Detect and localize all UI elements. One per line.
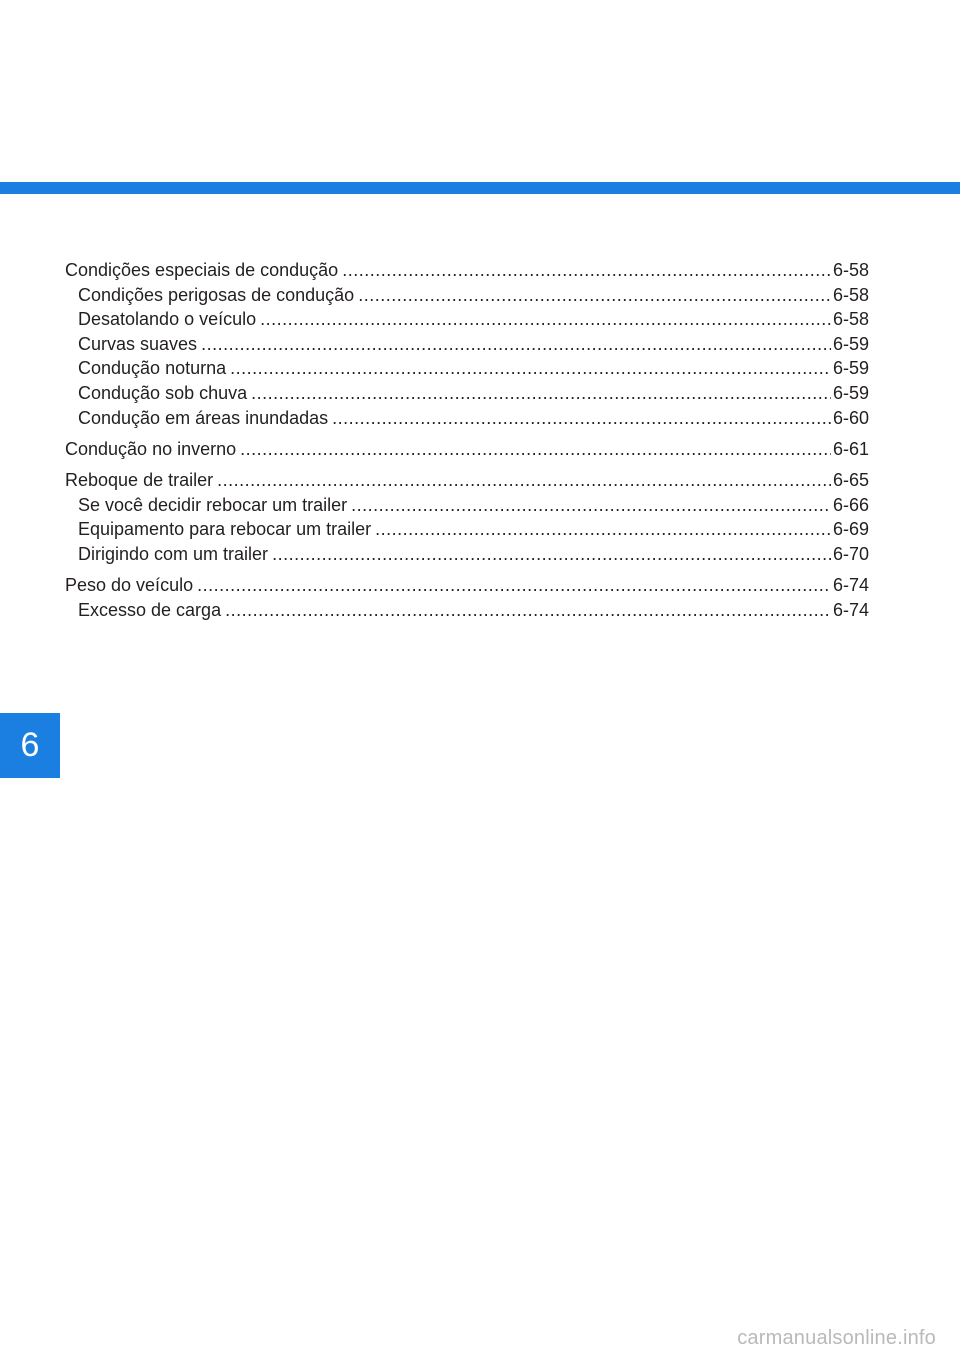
toc-entry-title: Dirigindo com um trailer <box>78 543 269 564</box>
toc-entry-desatolando[interactable] <box>65 307 869 332</box>
toc-entry-title: Condução no inverno <box>65 438 237 459</box>
footer-watermark: carmanualsonline.info <box>737 1327 936 1349</box>
toc-leader-dots <box>201 332 831 357</box>
toc-entry-dirigindo-trailer[interactable] <box>65 542 869 567</box>
toc-leader-dots <box>217 468 831 493</box>
toc-leader-dots <box>197 573 831 598</box>
toc-entry-page: 6-65 <box>832 469 869 490</box>
toc-entry-title: Condução em áreas inundadas <box>78 407 329 428</box>
toc-leader-dots <box>342 258 831 283</box>
toc-leader-dots <box>230 356 831 381</box>
header-rule <box>0 182 960 194</box>
toc-entry-page: 6-69 <box>832 519 869 540</box>
toc-entry-curvas-suaves[interactable] <box>65 332 869 357</box>
toc-entry-page: 6-59 <box>832 333 869 354</box>
toc-leader-dots <box>225 598 831 623</box>
toc-entry-title: Se você decidir rebocar um trailer <box>78 494 348 515</box>
toc-entry-title: Excesso de carga <box>78 599 222 620</box>
toc-entry-page: 6-74 <box>832 574 869 595</box>
toc-entry-condicoes-especiais[interactable] <box>65 258 869 283</box>
toc-entry-decidir-rebocar[interactable] <box>65 493 869 518</box>
toc-leader-dots <box>251 381 831 406</box>
toc-entry-page: 6-60 <box>832 407 869 428</box>
toc-entry-conducao-inverno[interactable] <box>65 437 869 462</box>
toc-leader-dots <box>351 493 831 518</box>
toc-entry-areas-inundadas[interactable] <box>65 406 869 431</box>
toc-entry-title: Peso do veículo <box>65 574 194 595</box>
chapter-number: 6 <box>20 726 40 764</box>
chapter-tab[interactable] <box>0 713 60 778</box>
toc-entry-conducao-chuva[interactable] <box>65 381 869 406</box>
toc-entry-page: 6-59 <box>832 382 869 403</box>
toc-entry-title: Reboque de trailer <box>65 469 214 490</box>
toc-entry-title: Condução noturna <box>78 358 227 379</box>
toc-entry-page: 6-58 <box>832 309 869 330</box>
toc-entry-title: Condução sob chuva <box>78 382 248 403</box>
toc-entry-page: 6-70 <box>832 543 869 564</box>
toc-leader-dots <box>260 307 831 332</box>
toc-entry-conducao-noturna[interactable] <box>65 356 869 381</box>
toc-leader-dots <box>332 406 831 431</box>
toc-entry-title: Equipamento para rebocar um trailer <box>78 519 372 540</box>
table-of-contents <box>65 258 869 622</box>
toc-entry-equipamento-rebocar[interactable] <box>65 517 869 542</box>
toc-entry-title: Condições especiais de condução <box>65 260 339 280</box>
toc-entry-page: 6-61 <box>832 438 869 459</box>
toc-leader-dots <box>272 542 831 567</box>
toc-entry-page: 6-59 <box>832 358 869 379</box>
toc-entry-reboque-trailer[interactable] <box>65 468 869 493</box>
toc-entry-excesso-carga[interactable] <box>65 598 869 623</box>
toc-entry-condicoes-perigosas[interactable] <box>65 283 869 308</box>
toc-leader-dots <box>240 437 831 462</box>
toc-entry-page: 6-58 <box>832 284 869 305</box>
toc-entry-peso-veiculo[interactable] <box>65 573 869 598</box>
toc-leader-dots <box>358 283 831 308</box>
toc-entry-title: Condições perigosas de condução <box>78 284 355 305</box>
toc-entry-title: Curvas suaves <box>78 333 198 354</box>
toc-entry-page: 6-58 <box>832 260 869 280</box>
toc-entry-title: Desatolando o veículo <box>78 309 257 330</box>
toc-entry-page: 6-66 <box>832 494 869 515</box>
toc-leader-dots <box>375 517 831 542</box>
toc-entry-page: 6-74 <box>832 599 869 620</box>
